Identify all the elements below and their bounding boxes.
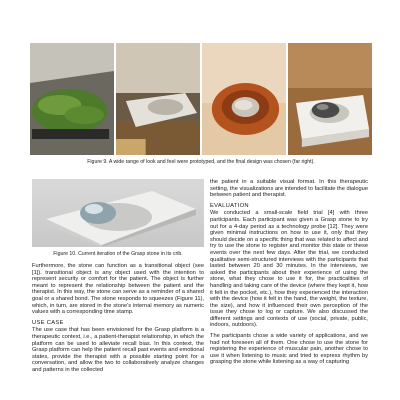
figure-10 (32, 179, 204, 247)
figure-9 (30, 43, 372, 155)
cast-white-prototype-photo (116, 43, 200, 155)
paragraph-applications: The participants chose a wide variety of applications, and we had not foreseen all of them. One chose to use the stone for registering the experience of muscular pain, another chose to use it when listening to music and tried to express rhythm by grasping the stone while listening as a way of capturing (210, 333, 368, 366)
moss-stone-prototype-photo (30, 43, 114, 155)
wooden-dish-prototype-photo (202, 43, 286, 155)
right-column (210, 179, 368, 370)
stone-in-crib-icon (32, 179, 204, 247)
white-crib-final-prototype-photo (288, 43, 372, 155)
white-crib-final-prototype-icon (288, 43, 372, 155)
figure-10-caption: Figure 10. Current iteration of the Grasp stone in its crib. (53, 251, 183, 257)
section-heading-evaluation: EVALUATION (210, 202, 249, 209)
moss-stone-prototype-icon (30, 43, 114, 155)
wooden-dish-prototype-icon (202, 43, 286, 155)
left-column (32, 263, 204, 378)
paragraph-field-trial: We conducted a small-scale field trial [4] with three participants. Each participant was given a Grasp stone to try out for a 4-day period as a technology probe [12]. They were given minimal instructions on how to use it, only that they should decide on a specific thing that was related to affect and try to use the stone to register and monitor this state or these events over the next few days. After the trial, we conducted qualitative semi-structured interviews with the participants that lasted between 20 and 30 minutes. In the interviews, we asked the participants about their experience of using the stone, what they chose to use it for, the practicalities of handling and taking care of the device (where they kept it, how it felt in the pocket, etc.), how they experienced the interaction with the device (how it felt in the hand, the weight, the texture, the size), and how it influenced their own perception of the issue they chose to log or capture. We also discussed the different settings and contexts of use (social, private, public, indoors, outdoors). (210, 210, 368, 329)
paragraph-use-case: The use case that has been envisioned for the Grasp platform is a therapeutic context, i.e., a patient-therapist relationship, in which the platform can be used to alleviate recall bias. In this context, the Grasp platform can help the patient recall past events and emotional states, provide the therapist with a possible starting point for a conversation, and allow the two to collaboratively analyze changes and patterns in the collected (32, 327, 204, 373)
paragraph-visualizations: the patient in a suitable visual format. In this therapeutic setting, the visualizations are intended to facilitate the dialogue between patient and therapist. (210, 179, 368, 199)
cast-white-prototype-icon (116, 43, 200, 155)
section-heading-use-case: USE CASE (32, 319, 64, 326)
figure-9-caption: Figure 9. A wide range of look and feel were prototyped, and the final design was chosen (far right). (87, 159, 315, 165)
paragraph-transitional-object: Furthermore, the stone can function as a transitional object (see [1]). transitional object is any object used with the intention to represent security or comfort for the patient. The object is further meant to represent the relationship between the patient and the therapist. In this way, the stone can serve as a reminder of a shared goal or a shared bond. The stone responds to squeezes (Figure 11), which, in turn, are stored in the stone's internal memory as numeric values with a corresponding time stamp. (32, 263, 204, 316)
